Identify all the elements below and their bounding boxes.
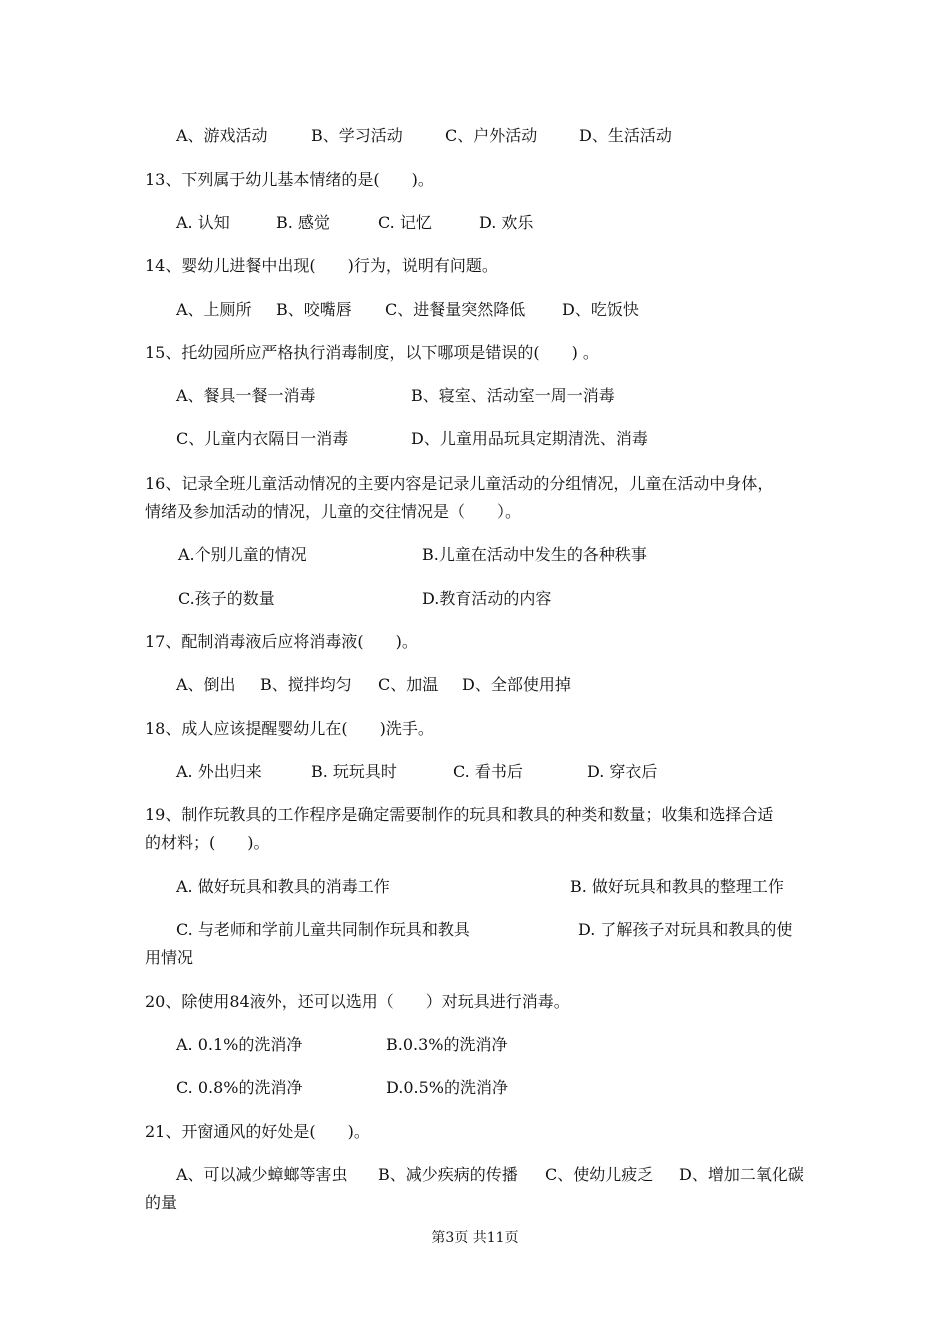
q16-option-d: D.教育活动的内容 — [422, 589, 552, 608]
q21-option-d: D、增加二氧化碳 — [679, 1165, 804, 1184]
q21-stem: 21、开窗通风的好处是( )。 — [145, 1122, 370, 1141]
q19-stem-line1: 19、制作玩教具的工作程序是确定需要制作的玩具和教具的种类和数量；收集和选择合适 — [145, 805, 774, 824]
q15-option-a: A、餐具一餐一消毒 — [176, 386, 316, 405]
q20-option-a: A. 0.1%的洗消净 — [176, 1035, 303, 1054]
q13-option-a: A. 认知 — [176, 213, 230, 232]
q20-option-d: D.0.5%的洗消净 — [386, 1078, 508, 1097]
q16-stem-line1: 16、记录全班儿童活动情况的主要内容是记录儿童活动的分组情况，儿童在活动中身体， — [145, 474, 774, 493]
q19-option-a: A. 做好玩具和教具的消毒工作 — [176, 877, 390, 896]
q18-option-d: D. 穿衣后 — [587, 762, 658, 781]
page-footer: 第3页 共11页 — [431, 1230, 519, 1246]
q16-option-a: A.个别儿童的情况 — [178, 545, 307, 564]
q20-option-b: B.0.3%的洗消净 — [386, 1035, 508, 1054]
q12-option-a: A、游戏活动 — [176, 126, 268, 145]
q15-stem: 15、托幼园所应严格执行消毒制度，以下哪项是错误的( ) 。 — [145, 343, 599, 362]
q13-option-b: B. 感觉 — [276, 213, 330, 232]
q14-option-b: B、咬嘴唇 — [276, 300, 352, 319]
q19-option-d-wrap: 用情况 — [145, 948, 194, 967]
q18-option-a: A. 外出归来 — [176, 762, 262, 781]
q17-stem: 17、配制消毒液后应将消毒液( )。 — [145, 632, 418, 651]
q14-stem: 14、婴幼儿进餐中出现( )行为，说明有问题。 — [145, 256, 498, 275]
q15-option-b: B、寝室、活动室一周一消毒 — [411, 386, 615, 405]
q21-option-d-wrap: 的量 — [145, 1193, 178, 1212]
q14-option-c: C、进餐量突然降低 — [385, 300, 526, 319]
q17-option-c: C、加温 — [378, 675, 439, 694]
q15-option-c: C、儿童内衣隔日一消毒 — [176, 429, 349, 448]
q20-stem: 20、除使用84液外，还可以选用（ ）对玩具进行消毒。 — [145, 992, 570, 1011]
q19-option-d: D. 了解孩子对玩具和教具的使 — [578, 920, 793, 939]
q13-option-c: C. 记忆 — [378, 213, 432, 232]
q16-option-b: B.儿童在活动中发生的各种秩事 — [422, 545, 647, 564]
q21-option-c: C、使幼儿疲乏 — [545, 1165, 654, 1184]
q12-option-c: C、户外活动 — [445, 126, 538, 145]
q12-option-b: B、学习活动 — [311, 126, 403, 145]
q17-option-a: A、倒出 — [176, 675, 236, 694]
q16-stem-line2: 情绪及参加活动的情况，儿童的交往情况是（ ）。 — [145, 502, 522, 521]
q17-option-b: B、搅拌均匀 — [260, 675, 352, 694]
q16-option-c: C.孩子的数量 — [178, 589, 275, 608]
q19-stem-line2: 的材料；( )。 — [145, 833, 270, 852]
q15-option-d: D、儿童用品玩具定期清洗、消毒 — [411, 429, 648, 448]
q17-option-d: D、全部使用掉 — [462, 675, 571, 694]
q19-option-c: C. 与老师和学前儿童共同制作玩具和教具 — [176, 920, 470, 939]
q14-option-d: D、吃饭快 — [562, 300, 639, 319]
q19-option-b: B. 做好玩具和教具的整理工作 — [570, 877, 784, 896]
q14-option-a: A、上厕所 — [176, 300, 252, 319]
q18-option-b: B. 玩玩具时 — [311, 762, 397, 781]
q13-stem: 13、下列属于幼儿基本情绪的是( )。 — [145, 170, 434, 189]
q21-option-a: A、可以减少蟑螂等害虫 — [176, 1165, 348, 1184]
q21-option-b: B、减少疾病的传播 — [378, 1165, 518, 1184]
q18-stem: 18、成人应该提醒婴幼儿在( )洗手。 — [145, 719, 434, 738]
q20-option-c: C. 0.8%的洗消净 — [176, 1078, 303, 1097]
q18-option-c: C. 看书后 — [453, 762, 523, 781]
q13-option-d: D. 欢乐 — [479, 213, 534, 232]
q12-option-d: D、生活活动 — [579, 126, 672, 145]
